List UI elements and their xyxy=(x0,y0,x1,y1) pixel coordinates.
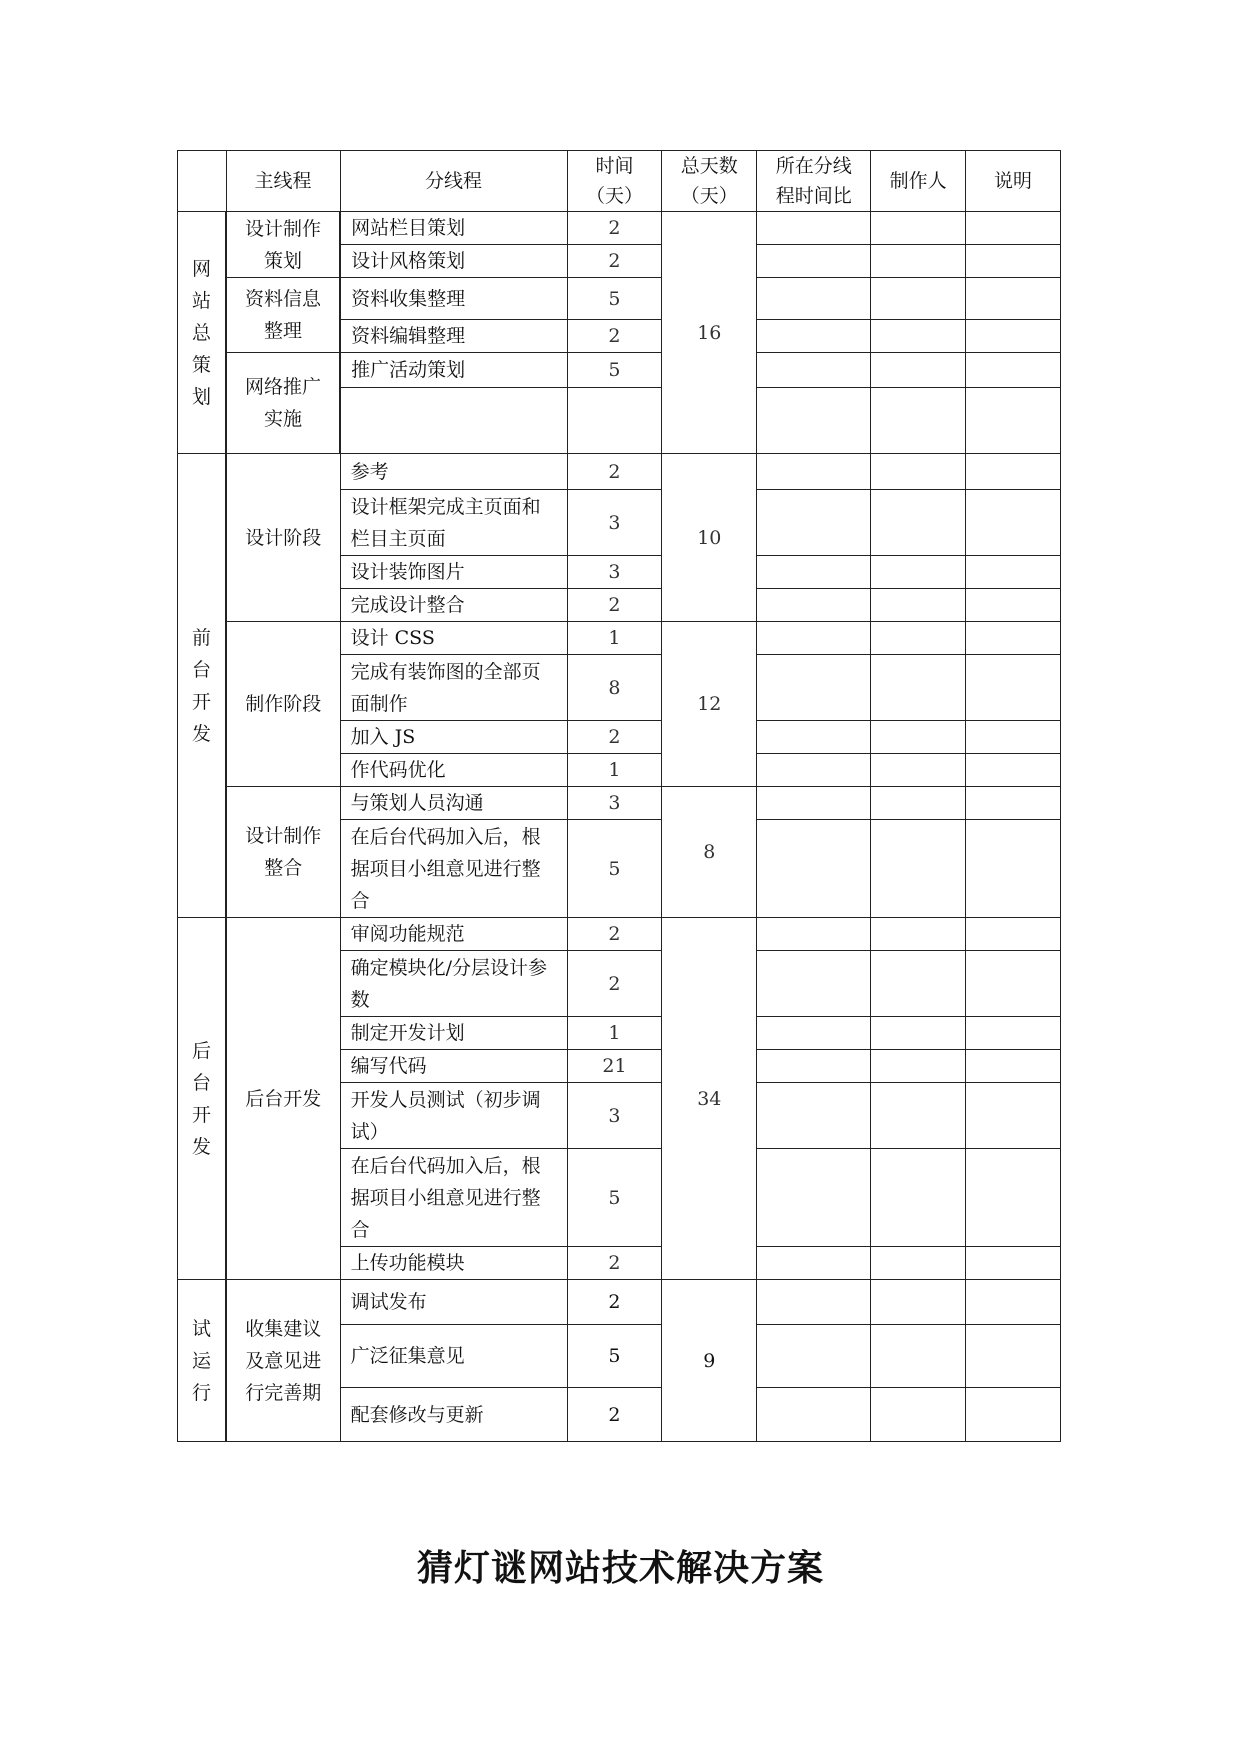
days-cell: 2 xyxy=(567,951,662,1017)
table-row xyxy=(178,787,1061,820)
header-note: 说明 xyxy=(966,151,1061,212)
days-cell: 5 xyxy=(567,353,662,388)
days-cell: 2 xyxy=(567,454,662,490)
main-thread-cell: 设计阶段 xyxy=(226,454,340,622)
days-cell: 2 xyxy=(567,212,662,245)
sub-thread-cell: 参考 xyxy=(340,454,567,490)
days-cell: 3 xyxy=(567,787,662,820)
ratio-cell xyxy=(757,754,871,787)
main-thread-cell: 资料信息整理 xyxy=(226,278,340,353)
total-days-cell: 34 xyxy=(662,918,757,1280)
table-row xyxy=(178,622,1061,655)
days-cell: 2 xyxy=(567,1247,662,1280)
maker-cell xyxy=(871,589,966,622)
maker-cell xyxy=(871,918,966,951)
main-thread-cell: 收集建议及意见进行完善期 xyxy=(226,1280,340,1442)
sub-thread-cell: 网站栏目策划 xyxy=(340,212,567,245)
note-cell xyxy=(966,1017,1061,1050)
days-cell: 2 xyxy=(567,1388,662,1442)
note-cell xyxy=(966,1050,1061,1083)
sub-thread-cell: 在后台代码加入后，根据项目小组意见进行整合 xyxy=(340,820,567,918)
sub-thread-cell: 编写代码 xyxy=(340,1050,567,1083)
header-time-days: 时间（天） xyxy=(567,151,662,212)
phase-cell: 前台开发 xyxy=(178,454,227,918)
maker-cell xyxy=(871,245,966,278)
maker-cell xyxy=(871,1247,966,1280)
sub-thread-cell: 确定模块化/分层设计参数 xyxy=(340,951,567,1017)
total-days-cell: 9 xyxy=(662,1280,757,1442)
main-thread-cell: 网络推广实施 xyxy=(226,353,340,454)
maker-cell xyxy=(871,622,966,655)
table-row xyxy=(178,454,1061,490)
sub-thread-cell: 在后台代码加入后，根据项目小组意见进行整合 xyxy=(340,1149,567,1247)
days-cell: 2 xyxy=(567,918,662,951)
total-days-cell: 12 xyxy=(662,622,757,787)
maker-cell xyxy=(871,388,966,454)
ratio-cell xyxy=(757,278,871,320)
main-thread-cell: 后台开发 xyxy=(226,918,340,1280)
maker-cell xyxy=(871,951,966,1017)
table-row xyxy=(178,278,1061,320)
maker-cell xyxy=(871,787,966,820)
note-cell xyxy=(966,556,1061,589)
ratio-cell xyxy=(757,388,871,454)
ratio-cell xyxy=(757,454,871,490)
sub-thread-cell: 设计 CSS xyxy=(340,622,567,655)
header-time-ratio: 所在分线程时间比 xyxy=(757,151,871,212)
note-cell xyxy=(966,1149,1061,1247)
ratio-cell xyxy=(757,721,871,754)
main-thread-cell: 制作阶段 xyxy=(226,622,340,787)
header-sub-thread: 分线程 xyxy=(340,151,567,212)
header-total-days: 总天数（天） xyxy=(662,151,757,212)
note-cell xyxy=(966,212,1061,245)
note-cell xyxy=(966,655,1061,721)
ratio-cell xyxy=(757,1017,871,1050)
sub-thread-cell: 设计装饰图片 xyxy=(340,556,567,589)
sub-thread-cell: 设计风格策划 xyxy=(340,245,567,278)
table-row xyxy=(178,1280,1061,1325)
phase-cell: 网站总策划 xyxy=(178,212,227,454)
note-cell xyxy=(966,353,1061,388)
main-thread-cell: 设计制作整合 xyxy=(226,787,340,918)
ratio-cell xyxy=(757,1083,871,1149)
days-cell: 21 xyxy=(567,1050,662,1083)
days-cell: 5 xyxy=(567,1149,662,1247)
maker-cell xyxy=(871,353,966,388)
note-cell xyxy=(966,490,1061,556)
days-cell: 5 xyxy=(567,820,662,918)
days-cell xyxy=(567,388,662,454)
header-phase xyxy=(178,151,227,212)
maker-cell xyxy=(871,1325,966,1388)
ratio-cell xyxy=(757,245,871,278)
maker-cell xyxy=(871,1149,966,1247)
days-cell: 2 xyxy=(567,589,662,622)
sub-thread-cell: 上传功能模块 xyxy=(340,1247,567,1280)
total-days-cell: 10 xyxy=(662,454,757,622)
note-cell xyxy=(966,1325,1061,1388)
sub-thread-cell: 广泛征集意见 xyxy=(340,1325,567,1388)
days-cell: 5 xyxy=(567,278,662,320)
days-cell: 2 xyxy=(567,721,662,754)
page-title: 猜灯谜网站技术解决方案 xyxy=(416,1548,824,1589)
maker-cell xyxy=(871,1083,966,1149)
note-cell xyxy=(966,589,1061,622)
maker-cell xyxy=(871,1280,966,1325)
ratio-cell xyxy=(757,212,871,245)
ratio-cell xyxy=(757,1050,871,1083)
phase-cell: 试运行 xyxy=(178,1280,227,1442)
sub-thread-cell: 配套修改与更新 xyxy=(340,1388,567,1442)
days-cell: 5 xyxy=(567,1325,662,1388)
maker-cell xyxy=(871,212,966,245)
table-row xyxy=(178,918,1061,951)
ratio-cell xyxy=(757,951,871,1017)
note-cell xyxy=(966,787,1061,820)
total-days-cell: 8 xyxy=(662,787,757,918)
ratio-cell xyxy=(757,820,871,918)
maker-cell xyxy=(871,754,966,787)
ratio-cell xyxy=(757,589,871,622)
note-cell xyxy=(966,1083,1061,1149)
sub-thread-cell: 资料收集整理 xyxy=(340,278,567,320)
ratio-cell xyxy=(757,1280,871,1325)
ratio-cell xyxy=(757,1388,871,1442)
ratio-cell xyxy=(757,787,871,820)
maker-cell xyxy=(871,820,966,918)
sub-thread-cell: 与策划人员沟通 xyxy=(340,787,567,820)
sub-thread-cell: 制定开发计划 xyxy=(340,1017,567,1050)
note-cell xyxy=(966,1280,1061,1325)
note-cell xyxy=(966,622,1061,655)
note-cell xyxy=(966,754,1061,787)
days-cell: 3 xyxy=(567,490,662,556)
sub-thread-cell: 作代码优化 xyxy=(340,754,567,787)
note-cell xyxy=(966,918,1061,951)
ratio-cell xyxy=(757,353,871,388)
sub-thread-cell: 设计框架完成主页面和栏目主页面 xyxy=(340,490,567,556)
note-cell xyxy=(966,721,1061,754)
ratio-cell xyxy=(757,655,871,721)
header-row xyxy=(178,151,1061,212)
sub-thread-cell: 开发人员测试（初步调试） xyxy=(340,1083,567,1149)
note-cell xyxy=(966,1388,1061,1442)
maker-cell xyxy=(871,278,966,320)
ratio-cell xyxy=(757,1247,871,1280)
ratio-cell xyxy=(757,918,871,951)
note-cell xyxy=(966,388,1061,454)
days-cell: 2 xyxy=(567,1280,662,1325)
days-cell: 8 xyxy=(567,655,662,721)
header-main-thread: 主线程 xyxy=(226,151,340,212)
ratio-cell xyxy=(757,622,871,655)
note-cell xyxy=(966,245,1061,278)
note-cell xyxy=(966,454,1061,490)
ratio-cell xyxy=(757,1325,871,1388)
maker-cell xyxy=(871,556,966,589)
total-days-cell: 16 xyxy=(662,212,757,454)
sub-thread-cell: 完成有装饰图的全部页面制作 xyxy=(340,655,567,721)
main-thread-cell: 设计制作策划 xyxy=(226,212,340,278)
table-row xyxy=(178,212,1061,245)
ratio-cell xyxy=(757,320,871,353)
maker-cell xyxy=(871,1050,966,1083)
sub-thread-cell: 调试发布 xyxy=(340,1280,567,1325)
ratio-cell xyxy=(757,556,871,589)
maker-cell xyxy=(871,721,966,754)
sub-thread-cell: 推广活动策划 xyxy=(340,353,567,388)
maker-cell xyxy=(871,655,966,721)
maker-cell xyxy=(871,1017,966,1050)
maker-cell xyxy=(871,490,966,556)
days-cell: 3 xyxy=(567,1083,662,1149)
schedule-table xyxy=(177,150,1061,1442)
days-cell: 1 xyxy=(567,754,662,787)
table-row xyxy=(178,353,1061,388)
days-cell: 2 xyxy=(567,245,662,278)
days-cell: 1 xyxy=(567,1017,662,1050)
note-cell xyxy=(966,820,1061,918)
sub-thread-cell: 完成设计整合 xyxy=(340,589,567,622)
note-cell xyxy=(966,951,1061,1017)
sub-thread-cell xyxy=(340,388,567,454)
days-cell: 2 xyxy=(567,320,662,353)
phase-cell: 后台开发 xyxy=(178,918,227,1280)
maker-cell xyxy=(871,1388,966,1442)
note-cell xyxy=(966,1247,1061,1280)
days-cell: 1 xyxy=(567,622,662,655)
ratio-cell xyxy=(757,490,871,556)
maker-cell xyxy=(871,320,966,353)
maker-cell xyxy=(871,454,966,490)
header-maker: 制作人 xyxy=(871,151,966,212)
sub-thread-cell: 资料编辑整理 xyxy=(340,320,567,353)
ratio-cell xyxy=(757,1149,871,1247)
note-cell xyxy=(966,320,1061,353)
note-cell xyxy=(966,278,1061,320)
sub-thread-cell: 加入 JS xyxy=(340,721,567,754)
sub-thread-cell: 审阅功能规范 xyxy=(340,918,567,951)
days-cell: 3 xyxy=(567,556,662,589)
